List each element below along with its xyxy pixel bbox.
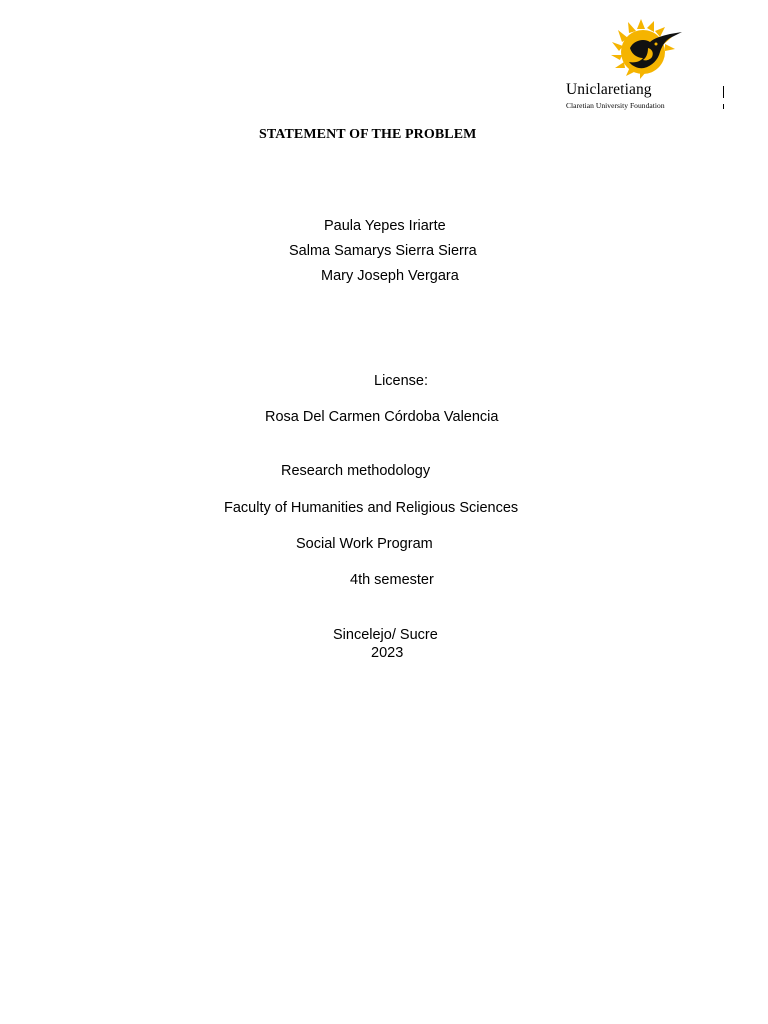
author-2: Salma Samarys Sierra Sierra [289,243,477,259]
author-3: Mary Joseph Vergara [321,268,459,284]
faculty-name: Faculty of Humanities and Religious Sciences [224,500,519,516]
university-logo [566,18,736,114]
author-1: Paula Yepes Iriarte [324,218,446,234]
logo-divider-small [723,104,724,109]
license-holder: Rosa Del Carmen Córdoba Valencia [265,409,499,425]
logo-name: Uniclaretiang [566,81,652,98]
logo-subtitle: Claretian University Foundation [566,101,665,110]
document-title: STATEMENT OF THE PROBLEM [259,127,477,142]
location: Sincelejo/ Sucre [333,627,438,643]
license-label: License: [374,373,429,389]
sun-hummingbird-emblem-icon [610,18,684,80]
program-name: Social Work Program [296,536,433,552]
year: 2023 [371,645,404,661]
logo-divider [723,86,724,98]
course-name: Research methodology [281,463,431,479]
semester: 4th semester [350,572,434,588]
